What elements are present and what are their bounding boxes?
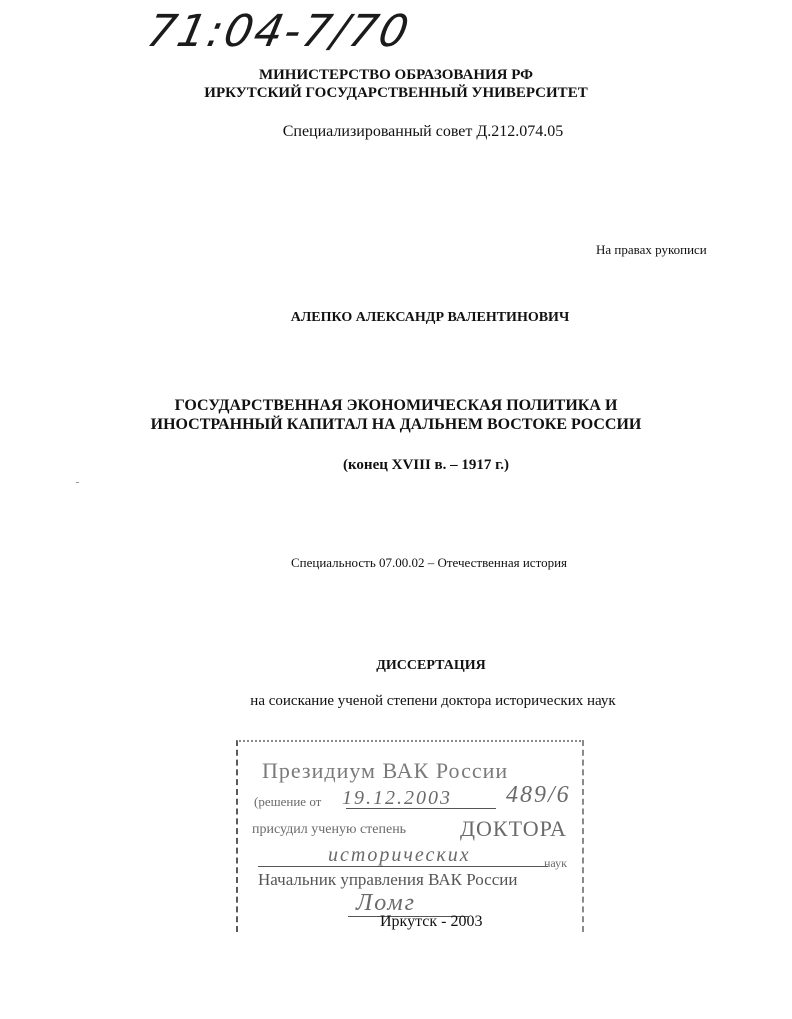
thesis-title-line-1: ГОСУДАРСТВЕННАЯ ЭКОНОМИЧЕСКАЯ ПОЛИТИКА И	[174, 397, 618, 414]
stamp-signature: Ломг	[356, 890, 417, 916]
degree-line: на соискание ученой степени доктора исторических наук	[250, 693, 616, 709]
specialty-line: Специальность 07.00.02 – Отечественная история	[290, 555, 568, 570]
stamp-degree-word: ДОКТОРА	[460, 816, 567, 841]
author-name: АЛЕПКО АЛЕКСАНДР ВАЛЕНТИНОВИЧ	[290, 310, 570, 325]
thesis-period: (конец XVIII в. – 1917 г.)	[342, 457, 510, 473]
city-year: Иркутск - 2003	[380, 913, 483, 930]
stamp-decision-number: 489/6	[506, 782, 571, 808]
document-type: ДИССЕРТАЦИЯ	[376, 658, 486, 673]
ministry-heading: МИНИСТЕРСТВО ОБРАЗОВАНИЯ РФ	[258, 67, 534, 83]
archive-number-handwritten: 71:04-7/70	[142, 6, 415, 57]
stamp-decision-date: 19.12.2003	[342, 787, 452, 809]
scan-speck	[76, 482, 79, 483]
stamp-date-underline	[346, 808, 496, 809]
university-heading: ИРКУТСКИЙ ГОСУДАРСТВЕННЫЙ УНИВЕРСИТЕТ	[204, 85, 588, 101]
stamp-head-label: Начальник управления ВАК России	[258, 870, 518, 889]
stamp-awarded-label: присудил ученую степень	[252, 822, 407, 837]
stamp-presidium: Президиум ВАК России	[262, 758, 509, 783]
rights-note: На правах рукописи	[596, 242, 707, 257]
stamp-field-handwritten: исторических	[328, 844, 471, 866]
council-line: Специализированный совет Д.212.074.05	[282, 123, 564, 140]
thesis-title-line-2: ИНОСТРАННЫЙ КАПИТАЛ НА ДАЛЬНЕМ ВОСТОКЕ РОССИИ	[150, 416, 642, 433]
stamp-field-underline	[258, 866, 548, 867]
stamp-decision-label: (решение от	[254, 794, 322, 809]
vak-approval-stamp	[236, 740, 584, 932]
stamp-sciences-label: наук	[544, 856, 567, 870]
